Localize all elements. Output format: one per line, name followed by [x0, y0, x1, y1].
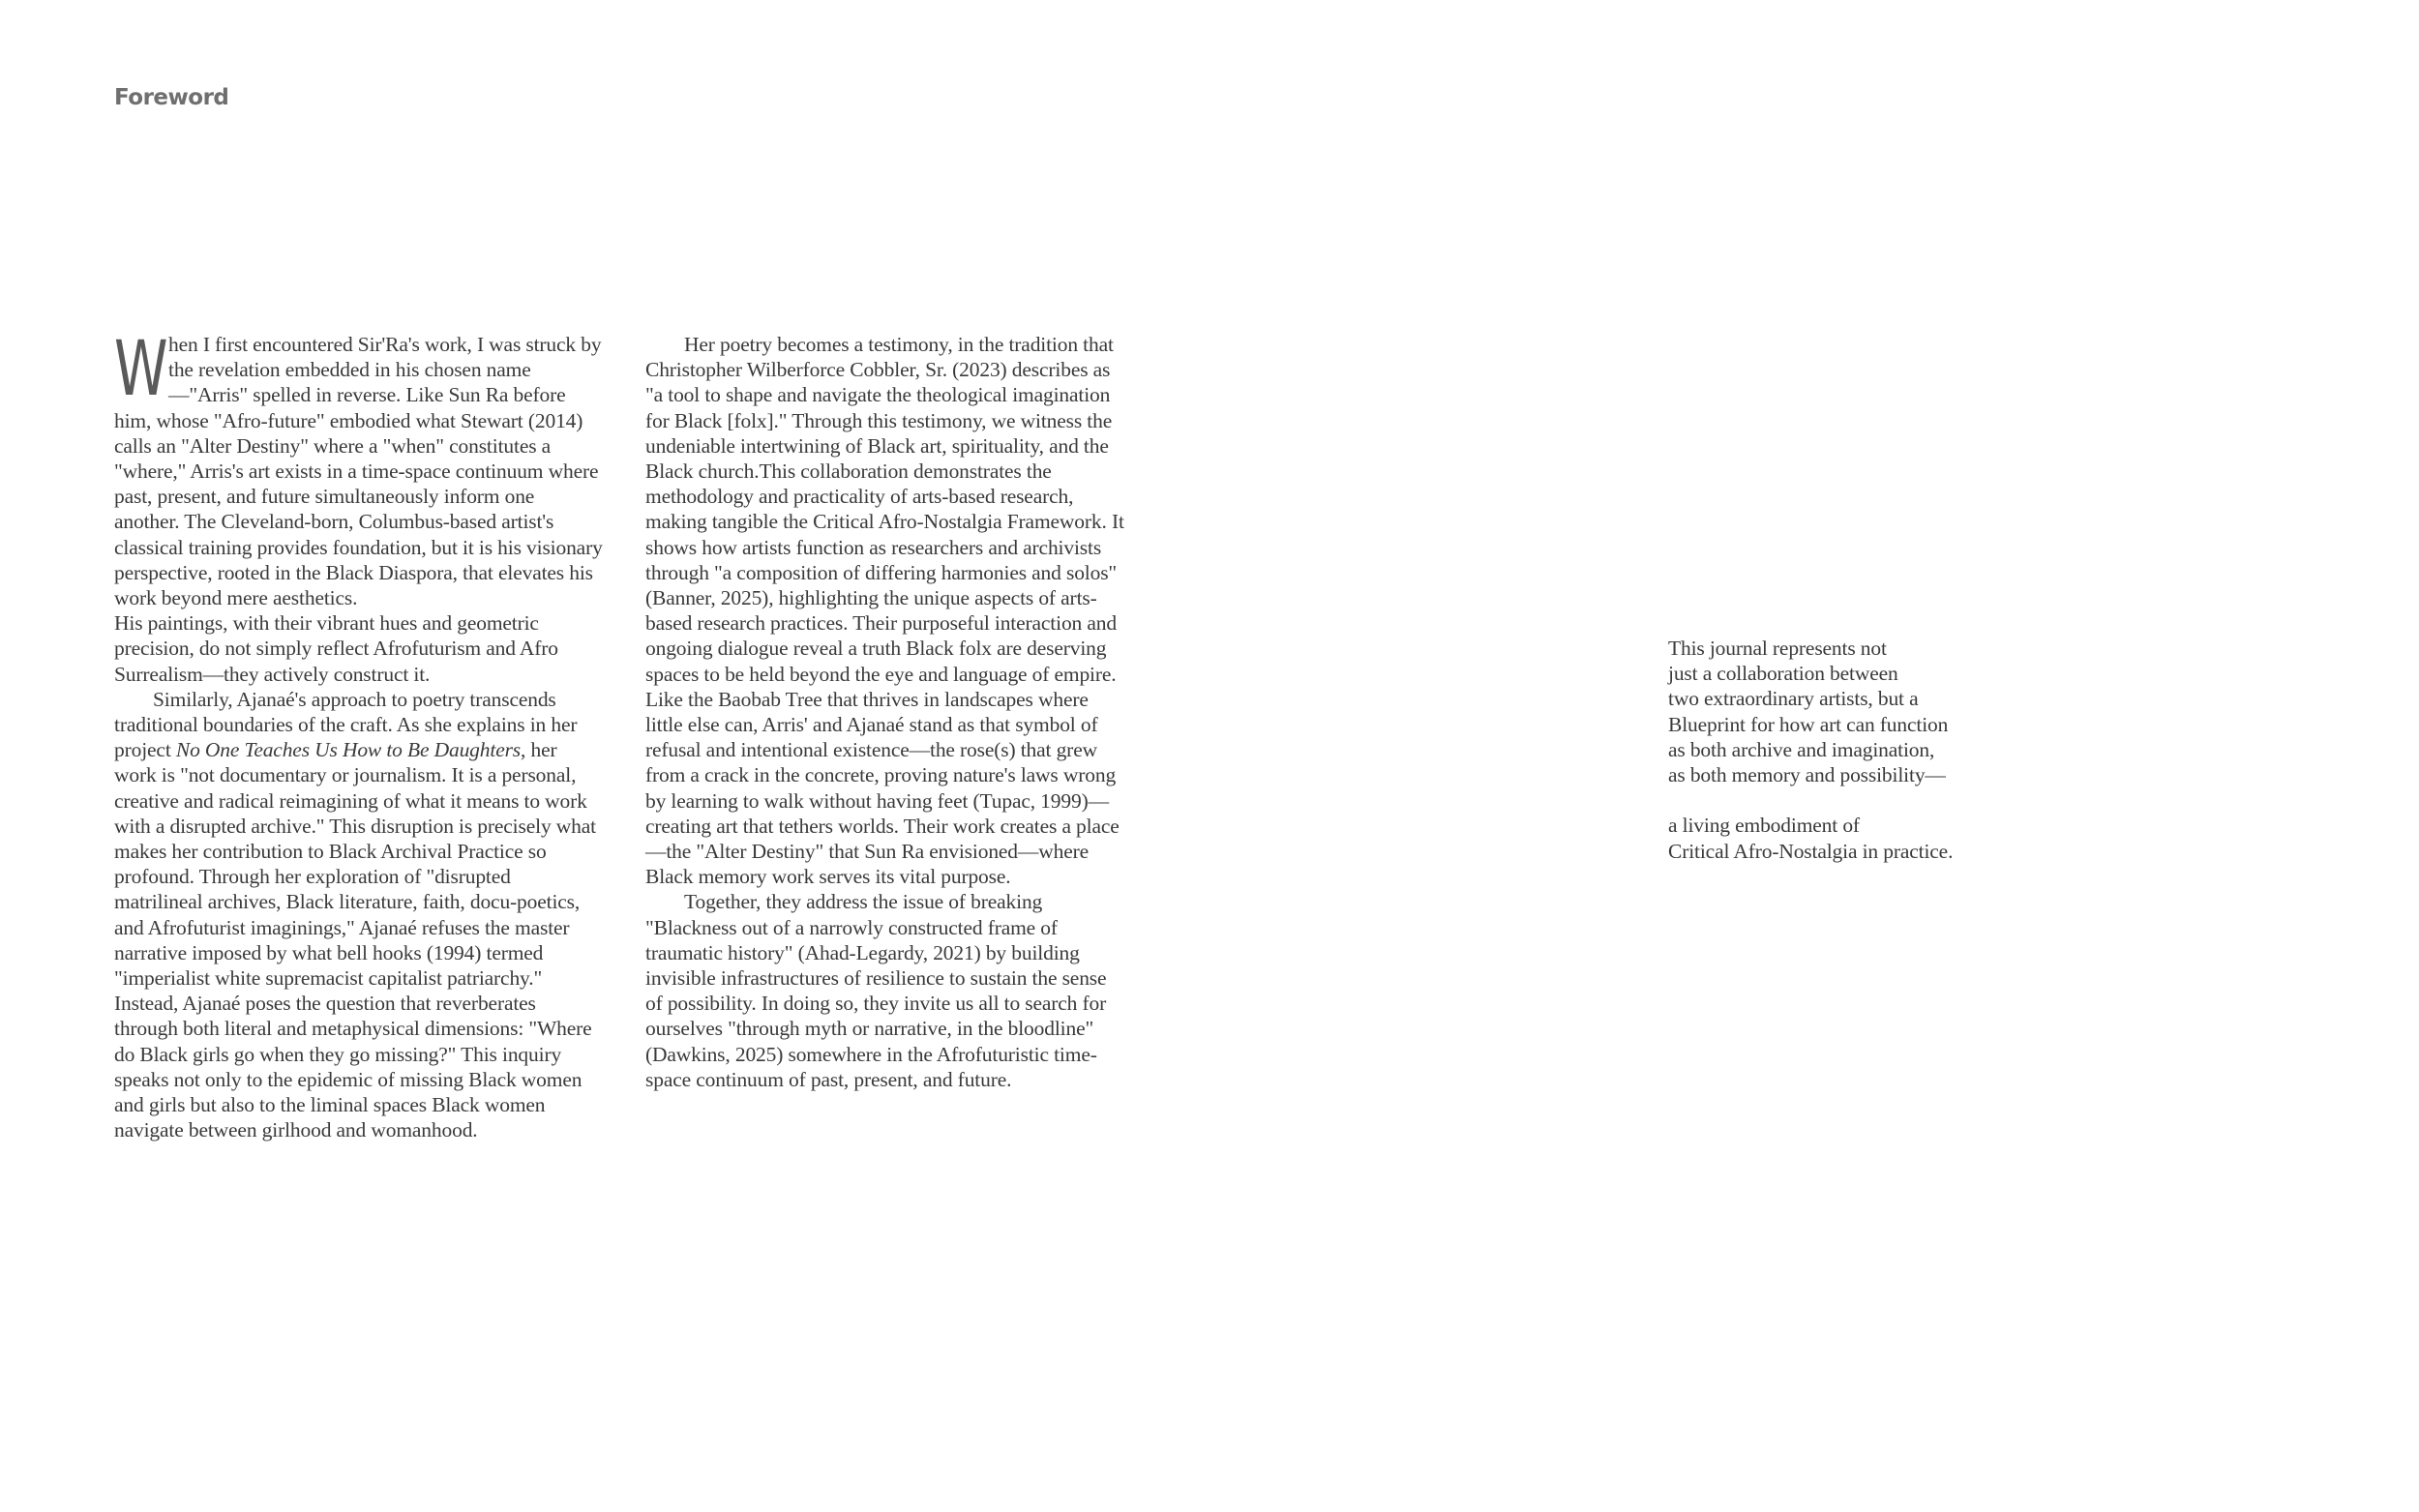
- pullquote-stanza-2: [1668, 813, 2016, 863]
- section-label: Foreword: [114, 85, 229, 110]
- paragraph: [114, 687, 603, 1143]
- drop-cap: W: [114, 326, 168, 413]
- pullquote-stanza-1: [1668, 636, 2016, 787]
- paragraph: [114, 326, 603, 610]
- pullquote-line: as both memory and possibility—: [1668, 763, 1946, 787]
- pullquote-line: Critical Afro-Nostalgia in practice.: [1668, 839, 1954, 863]
- text-run: His paintings, with their vibrant hues and geometric precision, do not simply reflect Afrofuturism and Afro Surrealism—they actively construct it.: [114, 611, 558, 686]
- pullquote-line: just a collaboration between: [1668, 662, 1898, 686]
- paragraph: [645, 332, 1127, 889]
- text-run: Similarly, Ajanaé's approach to poetry transcends traditional boundaries of the craft. As she explains in her project: [114, 687, 578, 762]
- stanza-gap: [1668, 787, 2016, 813]
- pullquote-line: two extraordinary artists, but a: [1668, 687, 1919, 711]
- pullquote-line: a living embodiment of: [1668, 814, 1860, 838]
- foreword-column-left: [114, 326, 603, 1143]
- pullquote: [1668, 636, 2016, 864]
- pullquote-line: Blueprint for how art can function: [1668, 712, 1949, 736]
- text-run: Together, they address the issue of breaking "Blackness out of a narrowly constructed frame of traumatic history" (Ahad-Legardy, 2021) by building invisible infrastructures of resilience to sustain the sense of possibility. In doing so, they invite us all to search for ourselves "through myth or narrative, in the bloodline"(Dawkins, 2025) somewhere in the Afrofuturistic time-space continuum of past, present, and future.: [645, 890, 1107, 1091]
- paragraph: [645, 889, 1127, 1092]
- italic-title-run: No One Teaches Us How to Be Daughters: [175, 738, 522, 762]
- paragraph: [114, 610, 603, 687]
- text-run: , her work is "not documentary or journalism. It is a personal, creative and radical reimagining of what it means to work with a disrupted archive." This disruption is precisely what makes her contribution to Black Archival Practice so profound. Through her exploration of "disrupted matrilineal archives, Black literature, faith, docu-poetics, and Afrofuturist imaginings," Ajanaé refuses the master narrative imposed by what bell hooks (1994) termed "imperialist white supremacist capitalist patriarchy." Instead, Ajanaé poses the question that reverberates through both literal and metaphysical dimensions: "Where do Black girls go when they go missing?" This inquiry speaks not only to the epidemic of missing Black women and girls but also to the liminal spaces Black women navigate between girlhood and womanhood.: [114, 738, 596, 1142]
- text-run: Her poetry becomes a testimony, in the tradition that Christopher Wilberforce Cobbler, Sr. (2023) describes as "a tool to shape and navigate the theological imagination for Black [folx]." Through this testimony, we witness the undeniable intertwining of Black art, spirituality, and the Black church.This collaboration demonstrates the methodology and practicality of arts-based research, making tangible the Critical Afro-Nostalgia Framework. It shows how artists function as researchers and archivists through "a composition of differing harmonies and solos" (Banner, 2025), highlighting the unique aspects of arts-based research practices. Their purposeful interaction and ongoing dialogue reveal a truth Black folx are deserving spaces to be held beyond the eye and language of empire. Like the Baobab Tree that thrives in landscapes where little else can, Arris' and Ajanaé stand as that symbol of refusal and intentional existence—the rose(s) that grew from a crack in the concrete, proving nature's laws wrong by learning to walk without having feet (Tupac, 1999)—creating art that tethers worlds. Their work creates a place—the "Alter Destiny" that Sun Ra envisioned—where Black memory work serves its vital purpose.: [645, 333, 1124, 889]
- foreword-column-middle: [645, 332, 1127, 1092]
- pullquote-line: This journal represents not: [1668, 637, 1887, 660]
- pullquote-line: as both archive and imagination,: [1668, 737, 1935, 761]
- text-run: hen I first encountered Sir'Ra's work, I was struck by the revelation embedded in his chosen name—"Arris" spelled in reverse. Like Sun Ra before him, whose "Afro-future" embodied what Stewart (2014) calls an "Alter Destiny" where a "when" constitutes a "where," Arris's art exists in a time-space continuum where past, present, and future simultaneously inform one another. The Cleveland-born, Columbus-based artist's classical training provides foundation, but it is his visionary perspective, rooted in the Black Diaspora, that elevates his work beyond mere aesthetics.: [114, 333, 603, 610]
